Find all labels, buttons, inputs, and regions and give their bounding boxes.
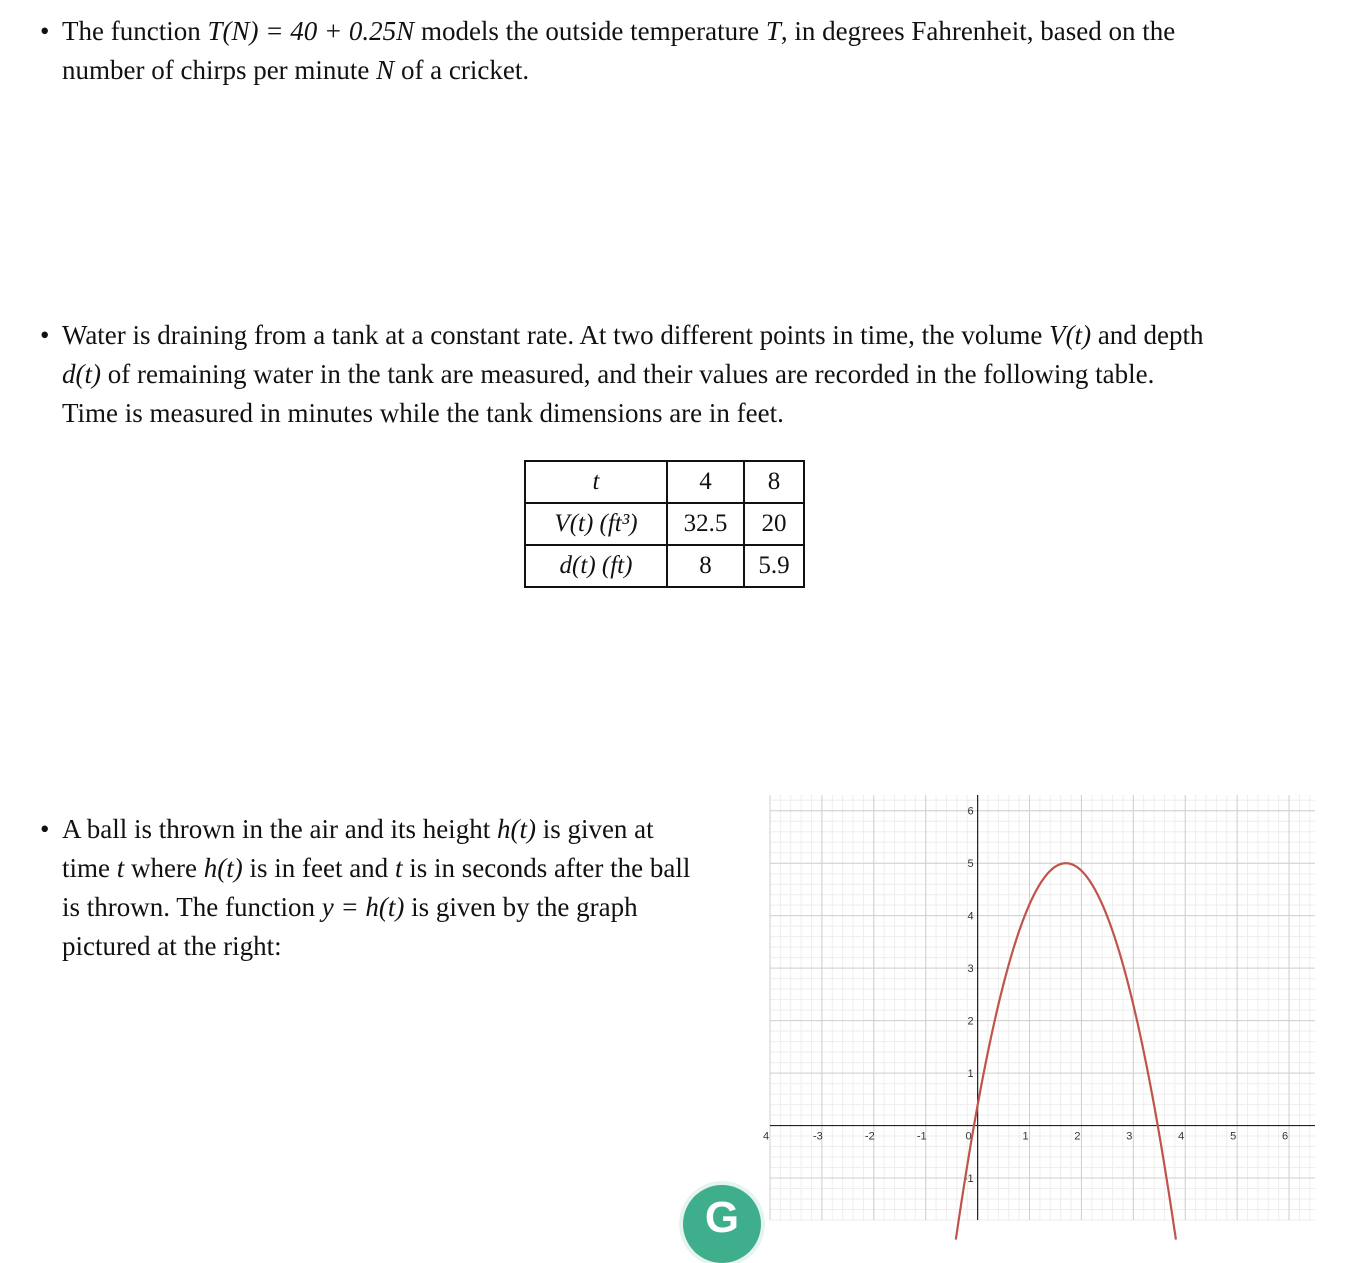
bullet-2: •	[40, 320, 50, 350]
math-expression: t	[394, 853, 403, 883]
text-line	[40, 849, 760, 888]
text-run: pictured at the right:	[62, 931, 282, 961]
table-row-label: d(t) (ft)	[525, 545, 667, 587]
grammarly-button[interactable]	[683, 1185, 761, 1263]
parabola-curve	[956, 863, 1176, 1239]
math-expression: d(t)	[62, 359, 101, 389]
math-expression: t	[116, 853, 125, 883]
y-tick-label: 3	[967, 963, 974, 976]
text-line	[40, 888, 760, 927]
table-cell: 32.5	[667, 503, 744, 545]
text-run: is given by the graph	[404, 892, 638, 922]
math-expression: T(N) = 40 + 0.25N	[207, 16, 415, 46]
text-run: where	[124, 853, 204, 883]
volume-depth-table	[524, 460, 805, 588]
problem-tank	[40, 316, 1340, 433]
text-run: is in seconds after the ball	[402, 853, 691, 883]
x-tick-label: -2	[864, 1130, 875, 1143]
x-tick-label: -3	[813, 1130, 823, 1143]
table-row	[525, 545, 804, 587]
y-tick-label: -1	[963, 1173, 974, 1186]
x-tick-label: 0	[965, 1130, 972, 1143]
y-tick-label: 6	[967, 805, 974, 818]
math-expression: N	[376, 55, 395, 85]
text-run: of remaining water in the tank are measured, and their values are recorded in the following table.	[100, 359, 1155, 389]
table-row-label: V(t) (ft³)	[525, 503, 667, 545]
text-line	[40, 355, 1340, 394]
bullet-3: •	[40, 814, 50, 844]
math-expression: h(t)	[203, 853, 243, 883]
table-row	[525, 461, 804, 503]
table-cell: 8	[744, 461, 804, 503]
height-graph	[762, 795, 1315, 1220]
y-tick-label: 4	[967, 910, 974, 923]
x-tick-label: 1	[1022, 1130, 1029, 1143]
table-cell: 4	[667, 461, 744, 503]
x-tick-label: 3	[1126, 1130, 1133, 1143]
table-cell: 5.9	[744, 545, 804, 587]
grammarly-icon: G	[704, 1193, 740, 1242]
problem-ball	[40, 810, 760, 966]
text-run: and depth	[1091, 320, 1204, 350]
text-line	[40, 810, 760, 849]
text-run: models the outside temperature	[414, 16, 766, 46]
text-run: Time is measured in minutes while the tank dimensions are in feet.	[62, 398, 784, 428]
table-cell: 20	[744, 503, 804, 545]
text-run: of a cricket.	[394, 55, 530, 85]
text-run: is given at	[535, 814, 654, 844]
text-line	[40, 51, 1340, 90]
y-tick-label: 1	[967, 1068, 974, 1081]
x-tick-label: 2	[1074, 1130, 1081, 1143]
text-line	[40, 927, 760, 966]
text-run: The function	[62, 16, 208, 46]
text-line	[40, 394, 1340, 433]
text-run: is thrown. The function	[62, 892, 322, 922]
table-cell: 8	[667, 545, 744, 587]
x-tick-label: 4	[762, 1130, 770, 1143]
math-expression: h(t)	[496, 814, 536, 844]
y-tick-label: 5	[967, 858, 974, 871]
text-run: time	[62, 853, 117, 883]
text-run: number of chirps per minute	[62, 55, 377, 85]
math-expression: V(t)	[1049, 320, 1092, 350]
math-expression: y = h(t)	[321, 892, 405, 922]
bullet-1: •	[40, 16, 50, 46]
table-row-label: t	[525, 461, 667, 503]
text-line	[40, 316, 1340, 355]
text-run: is in feet and	[242, 853, 395, 883]
x-tick-label: 4	[1178, 1130, 1185, 1143]
problem-temperature	[40, 12, 1340, 90]
text-run: A ball is thrown in the air and its height	[62, 814, 497, 844]
x-tick-label: -1	[916, 1130, 927, 1143]
math-expression: T	[765, 16, 781, 46]
y-tick-label: 2	[967, 1015, 974, 1028]
table-row	[525, 503, 804, 545]
text-run: , in degrees Fahrenheit, based on the	[780, 16, 1176, 46]
x-tick-label: 6	[1281, 1130, 1289, 1143]
x-tick-label: 5	[1230, 1130, 1237, 1143]
text-run: Water is draining from a tank at a constant rate. At two different points in time, the volume	[62, 320, 1050, 350]
text-line	[40, 12, 1340, 51]
